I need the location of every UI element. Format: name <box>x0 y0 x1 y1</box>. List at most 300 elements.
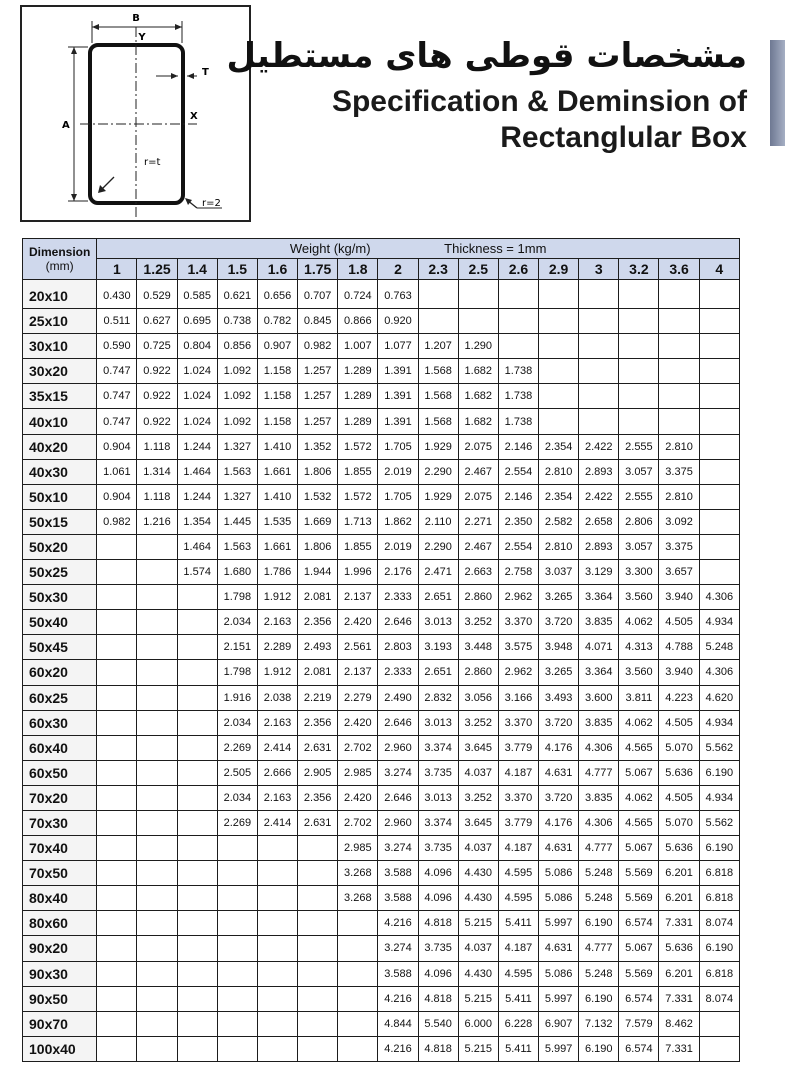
weight-cell: 7.331 <box>659 911 699 936</box>
dimension-cell: 70x40 <box>23 836 97 861</box>
weight-cell: 1.391 <box>378 409 418 434</box>
weight-cell <box>338 911 378 936</box>
weight-cell: 4.430 <box>458 886 498 911</box>
weight-cell <box>458 309 498 334</box>
weight-cell <box>539 384 579 409</box>
weight-cell: 4.777 <box>579 936 619 961</box>
weight-cell: 0.590 <box>97 334 137 359</box>
weight-cell <box>137 810 177 835</box>
weight-cell: 1.244 <box>177 484 217 509</box>
weight-cell: 3.268 <box>338 861 378 886</box>
weight-cell: 1.092 <box>217 409 257 434</box>
weight-cell: 1.289 <box>338 384 378 409</box>
weight-cell: 1.806 <box>298 534 338 559</box>
weight-cell <box>298 861 338 886</box>
weight-cell: 5.086 <box>539 886 579 911</box>
weight-cell: 2.289 <box>257 635 297 660</box>
weight-cell: 3.370 <box>498 610 538 635</box>
weight-cell <box>97 660 137 685</box>
thickness-col-header: 1.4 <box>177 259 217 280</box>
weight-cell: 2.646 <box>378 785 418 810</box>
weight-cell: 0.725 <box>137 334 177 359</box>
weight-cell: 2.663 <box>458 560 498 585</box>
weight-cell <box>137 1011 177 1036</box>
weight-cell: 2.810 <box>659 484 699 509</box>
table-row <box>23 334 740 359</box>
weight-cell: 3.588 <box>378 886 418 911</box>
weight-cell: 4.595 <box>498 961 538 986</box>
label-b: B <box>132 13 140 24</box>
weight-cell: 3.193 <box>418 635 458 660</box>
weight-cell: 5.067 <box>619 936 659 961</box>
weight-cell: 3.274 <box>378 836 418 861</box>
weight-cell: 1.352 <box>298 434 338 459</box>
weight-cell <box>97 635 137 660</box>
dimension-cell: 60x40 <box>23 735 97 760</box>
weight-cell: 0.866 <box>338 309 378 334</box>
weight-cell: 4.187 <box>498 836 538 861</box>
dimension-cell: 50x30 <box>23 585 97 610</box>
weight-cell: 2.422 <box>579 484 619 509</box>
weight-cell: 2.422 <box>579 434 619 459</box>
table-row <box>23 635 740 660</box>
weight-cell: 1.929 <box>418 434 458 459</box>
weight-cell <box>97 685 137 710</box>
weight-cell: 2.356 <box>298 785 338 810</box>
weight-cell: 2.666 <box>257 760 297 785</box>
dimension-cell: 50x45 <box>23 635 97 660</box>
weight-cell: 5.067 <box>619 760 659 785</box>
weight-cell: 1.705 <box>378 484 418 509</box>
dimension-cell: 50x15 <box>23 509 97 534</box>
weight-cell: 5.086 <box>539 961 579 986</box>
weight-cell: 2.651 <box>418 585 458 610</box>
weight-cell: 5.215 <box>458 911 498 936</box>
weight-cell <box>97 1036 137 1061</box>
weight-cell: 1.092 <box>217 359 257 384</box>
weight-cell: 3.448 <box>458 635 498 660</box>
weight-cell <box>539 334 579 359</box>
weight-cell: 1.738 <box>498 384 538 409</box>
weight-cell <box>177 836 217 861</box>
weight-cell: 4.565 <box>619 810 659 835</box>
thickness-col-header: 1.8 <box>338 259 378 280</box>
weight-cell: 2.471 <box>418 560 458 585</box>
weight-cell: 1.410 <box>257 484 297 509</box>
weight-cell: 6.228 <box>498 1011 538 1036</box>
weight-cell: 2.269 <box>217 735 257 760</box>
thickness-col-header: 2 <box>378 259 418 280</box>
weight-cell: 0.856 <box>217 334 257 359</box>
weight-cell: 2.810 <box>659 434 699 459</box>
weight-cell <box>97 986 137 1011</box>
weight-cell <box>217 1011 257 1036</box>
weight-cell <box>177 961 217 986</box>
weight-cell: 5.411 <box>498 986 538 1011</box>
weight-cell: 1.077 <box>378 334 418 359</box>
weight-cell: 1.574 <box>177 560 217 585</box>
weight-cell: 2.163 <box>257 785 297 810</box>
weight-cell: 4.595 <box>498 886 538 911</box>
weight-cell <box>298 1036 338 1061</box>
weight-cell: 3.013 <box>418 610 458 635</box>
weight-cell: 4.818 <box>418 986 458 1011</box>
dimension-cell: 90x30 <box>23 961 97 986</box>
weight-cell <box>177 710 217 735</box>
weight-cell <box>257 886 297 911</box>
weight-cell: 1.257 <box>298 359 338 384</box>
weight-cell: 1.669 <box>298 509 338 534</box>
weight-cell <box>137 986 177 1011</box>
weight-cell <box>217 861 257 886</box>
weight-cell: 4.176 <box>539 810 579 835</box>
weight-cell <box>338 936 378 961</box>
weight-cell: 5.215 <box>458 986 498 1011</box>
weight-cell: 2.333 <box>378 660 418 685</box>
weight-cell: 2.893 <box>579 459 619 484</box>
dimension-cell: 60x50 <box>23 760 97 785</box>
weight-cell: 3.274 <box>378 760 418 785</box>
weight-cell: 5.569 <box>619 961 659 986</box>
weight-cell: 4.777 <box>579 760 619 785</box>
weight-cell: 6.190 <box>579 1036 619 1061</box>
weight-cell <box>177 810 217 835</box>
weight-cell: 0.922 <box>137 409 177 434</box>
weight-cell: 2.860 <box>458 585 498 610</box>
weight-cell: 4.062 <box>619 785 659 810</box>
dimension-cell: 90x70 <box>23 1011 97 1036</box>
weight-cell <box>217 986 257 1011</box>
weight-cell: 1.929 <box>418 484 458 509</box>
weight-cell: 2.038 <box>257 685 297 710</box>
dimension-cell: 50x40 <box>23 610 97 635</box>
weight-cell: 4.096 <box>418 861 458 886</box>
weight-cell: 3.364 <box>579 660 619 685</box>
weight-cell <box>257 1011 297 1036</box>
weight-cell: 3.274 <box>378 936 418 961</box>
weight-cell: 6.190 <box>699 760 739 785</box>
weight-cell: 0.763 <box>378 280 418 309</box>
weight-cell <box>177 1011 217 1036</box>
cross-section-diagram <box>20 5 251 222</box>
english-title-line-2: Rectanglular Box <box>500 121 747 154</box>
weight-cell: 2.034 <box>217 710 257 735</box>
weight-cell <box>539 409 579 434</box>
dimension-cell: 30x10 <box>23 334 97 359</box>
weight-cell: 0.585 <box>177 280 217 309</box>
weight-cell <box>97 710 137 735</box>
table-row <box>23 685 740 710</box>
weight-cell: 4.788 <box>659 635 699 660</box>
weight-cell: 2.019 <box>378 534 418 559</box>
weight-cell: 5.070 <box>659 810 699 835</box>
weight-cell: 4.096 <box>418 886 458 911</box>
weight-cell: 1.007 <box>338 334 378 359</box>
weight-cell: 2.269 <box>217 810 257 835</box>
weight-cell <box>659 280 699 309</box>
weight-cell <box>97 610 137 635</box>
weight-cell: 0.656 <box>257 280 297 309</box>
weight-cell: 2.354 <box>539 484 579 509</box>
weight-cell: 1.680 <box>217 560 257 585</box>
persian-title: مشخصات قوطی های مستطیل <box>226 36 747 76</box>
weight-cell: 4.223 <box>659 685 699 710</box>
weight-cell <box>579 359 619 384</box>
weight-cell <box>257 961 297 986</box>
weight-cell <box>298 911 338 936</box>
dimension-cell: 35x15 <box>23 384 97 409</box>
dimension-cell: 60x20 <box>23 660 97 685</box>
weight-cell <box>298 836 338 861</box>
weight-cell: 4.505 <box>659 610 699 635</box>
weight-cell: 1.563 <box>217 459 257 484</box>
weight-cell: 3.374 <box>418 810 458 835</box>
weight-cell <box>338 1011 378 1036</box>
weight-cell: 2.646 <box>378 710 418 735</box>
table-row <box>23 1036 740 1061</box>
weight-cell: 2.803 <box>378 635 418 660</box>
weight-cell: 7.331 <box>659 986 699 1011</box>
weight-cell: 6.574 <box>619 911 659 936</box>
weight-cell: 3.600 <box>579 685 619 710</box>
weight-cell: 3.056 <box>458 685 498 710</box>
weight-cell: 3.013 <box>418 785 458 810</box>
weight-cell <box>97 836 137 861</box>
label-a: A <box>62 120 70 131</box>
weight-cell: 3.560 <box>619 660 659 685</box>
thickness-header: Thickness = 1mm <box>444 241 547 256</box>
dimension-cell: 90x20 <box>23 936 97 961</box>
weight-cell <box>699 409 739 434</box>
weight-cell <box>458 280 498 309</box>
dimension-cell: 70x20 <box>23 785 97 810</box>
thickness-col-header: 2.6 <box>498 259 538 280</box>
weight-cell <box>217 836 257 861</box>
weight-cell: 4.595 <box>498 861 538 886</box>
weight-cell: 2.279 <box>338 685 378 710</box>
weight-cell <box>97 886 137 911</box>
weight-cell: 2.960 <box>378 810 418 835</box>
thickness-col-header: 2.3 <box>418 259 458 280</box>
table-row <box>23 509 740 534</box>
weight-cell: 4.062 <box>619 710 659 735</box>
weight-cell: 4.313 <box>619 635 659 660</box>
weight-cell: 3.735 <box>418 836 458 861</box>
weight-cell: 1.786 <box>257 560 297 585</box>
weight-cell: 2.832 <box>418 685 458 710</box>
weight-cell: 7.132 <box>579 1011 619 1036</box>
weight-cell: 3.364 <box>579 585 619 610</box>
table-row <box>23 1011 740 1036</box>
weight-cell: 4.037 <box>458 836 498 861</box>
weight-cell: 6.907 <box>539 1011 579 1036</box>
weight-cell: 4.187 <box>498 936 538 961</box>
weight-cell <box>699 459 739 484</box>
weight-cell: 1.738 <box>498 409 538 434</box>
weight-cell <box>659 384 699 409</box>
weight-cell: 5.248 <box>579 961 619 986</box>
weight-cell: 1.855 <box>338 459 378 484</box>
weight-cell <box>539 309 579 334</box>
dimension-cell: 25x10 <box>23 309 97 334</box>
weight-cell: 5.411 <box>498 1036 538 1061</box>
weight-cell <box>298 986 338 1011</box>
weight-cell <box>338 986 378 1011</box>
weight-cell <box>619 309 659 334</box>
thickness-col-header: 1 <box>97 259 137 280</box>
weight-cell: 3.657 <box>659 560 699 585</box>
weight-cell: 1.912 <box>257 660 297 685</box>
weight-cell: 1.806 <box>298 459 338 484</box>
weight-cell: 0.511 <box>97 309 137 334</box>
weight-cell <box>217 886 257 911</box>
dimension-cell: 20x10 <box>23 280 97 309</box>
weight-cell: 1.798 <box>217 585 257 610</box>
weight-cell: 2.075 <box>458 434 498 459</box>
weight-cell: 7.331 <box>659 1036 699 1061</box>
weight-cell: 4.631 <box>539 836 579 861</box>
weight-cell: 3.375 <box>659 534 699 559</box>
weight-cell: 2.555 <box>619 484 659 509</box>
weight-cell <box>539 359 579 384</box>
weight-cell <box>699 384 739 409</box>
weight-cell: 2.414 <box>257 735 297 760</box>
weight-cell: 1.568 <box>418 409 458 434</box>
weight-cell: 0.747 <box>97 409 137 434</box>
weight-cell: 1.713 <box>338 509 378 534</box>
weight-cell <box>217 936 257 961</box>
weight-cell <box>298 886 338 911</box>
weight-cell: 6.818 <box>699 886 739 911</box>
weight-cell: 3.645 <box>458 735 498 760</box>
weight-cell: 2.646 <box>378 610 418 635</box>
weight-cell: 7.579 <box>619 1011 659 1036</box>
weight-cell: 2.860 <box>458 660 498 685</box>
weight-cell: 4.818 <box>418 1036 458 1061</box>
weight-cell: 2.467 <box>458 459 498 484</box>
weight-cell: 4.620 <box>699 685 739 710</box>
table-row <box>23 484 740 509</box>
weight-cell: 2.137 <box>338 660 378 685</box>
weight-cell: 0.922 <box>137 359 177 384</box>
weight-cell <box>619 334 659 359</box>
weight-cell <box>137 685 177 710</box>
weight-cell: 1.464 <box>177 459 217 484</box>
weight-cell: 1.410 <box>257 434 297 459</box>
weight-cell: 0.747 <box>97 359 137 384</box>
weight-cell <box>97 810 137 835</box>
weight-cell: 2.137 <box>338 585 378 610</box>
weight-cell: 3.252 <box>458 785 498 810</box>
weight-cell: 1.798 <box>217 660 257 685</box>
dimension-cell: 100x40 <box>23 1036 97 1061</box>
weight-cell: 3.575 <box>498 635 538 660</box>
weight-cell: 1.327 <box>217 484 257 509</box>
weight-cell: 1.464 <box>177 534 217 559</box>
weight-cell: 2.146 <box>498 484 538 509</box>
table-row <box>23 409 740 434</box>
rectangular-box-drawing <box>22 7 249 220</box>
weight-cell: 0.904 <box>97 484 137 509</box>
weight-cell: 5.248 <box>579 861 619 886</box>
weight-cell <box>298 961 338 986</box>
weight-cell: 5.562 <box>699 735 739 760</box>
weight-cell <box>97 961 137 986</box>
weight-cell: 3.940 <box>659 660 699 685</box>
table-row <box>23 585 740 610</box>
weight-thickness-header <box>97 239 740 259</box>
weight-cell: 4.306 <box>579 810 619 835</box>
weight-cell: 2.151 <box>217 635 257 660</box>
weight-cell <box>257 1036 297 1061</box>
weight-cell <box>177 760 217 785</box>
table-row <box>23 710 740 735</box>
weight-cell: 2.960 <box>378 735 418 760</box>
weight-cell <box>619 280 659 309</box>
weight-cell: 1.024 <box>177 384 217 409</box>
table-row <box>23 961 740 986</box>
weight-cell: 5.248 <box>579 886 619 911</box>
weight-cell: 4.934 <box>699 785 739 810</box>
weight-cell: 1.572 <box>338 434 378 459</box>
weight-cell <box>498 280 538 309</box>
weight-cell: 0.845 <box>298 309 338 334</box>
weight-cell <box>659 334 699 359</box>
weight-cell <box>97 585 137 610</box>
weight-cell: 2.034 <box>217 610 257 635</box>
weight-cell: 1.158 <box>257 409 297 434</box>
weight-cell: 1.391 <box>378 359 418 384</box>
weight-cell <box>137 585 177 610</box>
thickness-row <box>23 259 740 280</box>
weight-cell: 2.176 <box>378 560 418 585</box>
weight-cell: 1.535 <box>257 509 297 534</box>
weight-cell: 3.779 <box>498 810 538 835</box>
weight-cell: 2.163 <box>257 610 297 635</box>
weight-cell: 3.166 <box>498 685 538 710</box>
weight-cell <box>137 735 177 760</box>
weight-cell: 3.013 <box>418 710 458 735</box>
weight-cell <box>699 509 739 534</box>
weight-cell <box>137 710 177 735</box>
weight-cell <box>257 911 297 936</box>
weight-cell: 3.129 <box>579 560 619 585</box>
weight-cell: 2.758 <box>498 560 538 585</box>
weight-cell <box>217 1036 257 1061</box>
weight-cell: 1.314 <box>137 459 177 484</box>
weight-cell: 3.720 <box>539 785 579 810</box>
weight-cell: 1.289 <box>338 409 378 434</box>
weight-cell <box>619 384 659 409</box>
weight-cell: 4.565 <box>619 735 659 760</box>
weight-cell <box>659 409 699 434</box>
weight-cell <box>97 760 137 785</box>
weight-cell: 2.810 <box>539 534 579 559</box>
weight-cell: 4.306 <box>579 735 619 760</box>
weight-cell: 1.944 <box>298 560 338 585</box>
weight-cell <box>579 409 619 434</box>
weight-cell <box>659 309 699 334</box>
weight-cell: 8.462 <box>659 1011 699 1036</box>
weight-cell: 4.216 <box>378 986 418 1011</box>
weight-cell: 0.782 <box>257 309 297 334</box>
weight-cell: 0.707 <box>298 280 338 309</box>
table-row <box>23 911 740 936</box>
weight-cell: 2.271 <box>458 509 498 534</box>
weight-cell: 2.420 <box>338 610 378 635</box>
weight-cell: 0.907 <box>257 334 297 359</box>
thickness-col-header: 1.75 <box>298 259 338 280</box>
